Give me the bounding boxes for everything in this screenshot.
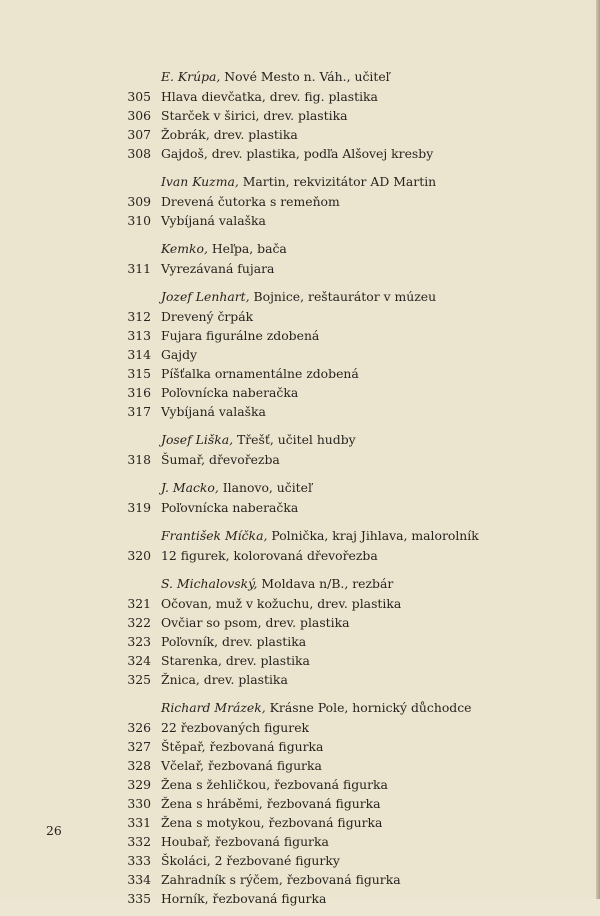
author-details: Třešť, učitel hudby: [236, 432, 356, 447]
entry-number: 331: [127, 815, 151, 830]
entry-number: 330: [127, 796, 151, 811]
entry-number: 335: [127, 891, 151, 906]
catalog-entry: [120, 498, 580, 517]
catalog-section: [120, 66, 580, 163]
entry-title: Starenka, drev. plastika: [161, 653, 310, 668]
entry-title: Vybíjaná valaška: [161, 213, 266, 228]
entry-title: 22 řezbovaných figurek: [161, 720, 310, 735]
entry-title: Píšťalka ornamentálne zdobená: [161, 366, 359, 381]
entry-number: 325: [127, 672, 151, 687]
entry-title: Ovčiar so psom, drev. plastika: [161, 615, 350, 630]
catalog-entry: [120, 670, 580, 689]
catalog-entry: [120, 326, 580, 345]
entry-number: 308: [127, 146, 151, 161]
entry-number: 307: [127, 127, 151, 142]
author-details: Bojnice, reštaurátor v múzeu: [253, 289, 437, 304]
entry-number: 319: [127, 500, 151, 515]
author-details: Heľpa, bača: [211, 241, 287, 256]
catalog-entry: [120, 402, 580, 421]
entry-title: Šumař, dřevořezba: [161, 452, 280, 467]
catalog-entry: [120, 794, 580, 813]
author-line: [120, 66, 580, 87]
entry-number: 311: [127, 261, 151, 276]
catalog-entry: [120, 259, 580, 278]
catalog-section: [120, 697, 580, 908]
catalog-entry: [120, 651, 580, 670]
catalog-entry: [120, 125, 580, 144]
catalog-entry: [120, 718, 580, 737]
author-line: [120, 238, 580, 259]
entry-title: Vyrezávaná fujara: [161, 261, 275, 276]
entry-title: Žobrák, drev. plastika: [161, 127, 298, 142]
author-name: E. Krúpa,: [161, 69, 221, 84]
entry-number: 320: [127, 548, 151, 563]
author-name: Kemko,: [161, 241, 208, 256]
entry-number: 324: [127, 653, 151, 668]
entry-number: 326: [127, 720, 151, 735]
entry-number: 317: [127, 404, 151, 419]
author-name: J. Macko,: [161, 480, 219, 495]
catalog-entry: [120, 546, 580, 565]
page-number: 26: [46, 823, 62, 838]
catalog-entry: [120, 383, 580, 402]
entry-title: Zahradník s rýčem, řezbovaná figurka: [161, 872, 401, 887]
author-details: Ilanovo, učiteľ: [222, 480, 312, 495]
catalog-entry: [120, 632, 580, 651]
author-line: [120, 429, 580, 450]
catalog-entry: [120, 87, 580, 106]
author-details: Polnička, kraj Jihlava, malorolník: [271, 528, 479, 543]
author-name: Josef Liška,: [161, 432, 234, 447]
catalog-section: [120, 238, 580, 278]
author-details: Krásne Pole, hornický důchodce: [269, 700, 472, 715]
entry-title: Drevená čutorka s remeňom: [161, 194, 340, 209]
entry-title: Horník, řezbovaná figurka: [161, 891, 327, 906]
catalog-list: [120, 66, 580, 916]
catalog-entry: [120, 144, 580, 163]
entry-title: Včelař, řezbovaná figurka: [161, 758, 322, 773]
catalog-entry: [120, 450, 580, 469]
entry-number: 315: [127, 366, 151, 381]
entry-number: 309: [127, 194, 151, 209]
entry-number: 316: [127, 385, 151, 400]
catalog-entry: [120, 832, 580, 851]
entry-title: Školáci, 2 řezbované figurky: [161, 853, 340, 868]
author-line: [120, 286, 580, 307]
entry-number: 329: [127, 777, 151, 792]
entry-title: Gajdy: [161, 347, 198, 362]
entry-number: 312: [127, 309, 151, 324]
catalog-section: [120, 286, 580, 421]
entry-title: Fujara figurálne zdobená: [161, 328, 320, 343]
entry-title: Starček v širici, drev. plastika: [161, 108, 348, 123]
catalog-entry: [120, 594, 580, 613]
entry-title: Vybíjaná valaška: [161, 404, 266, 419]
author-line: [120, 525, 580, 546]
catalog-entry: [120, 364, 580, 383]
entry-number: 306: [127, 108, 151, 123]
author-details: Martin, rekvizitátor AD Martin: [242, 174, 437, 189]
page-edge: [596, 0, 600, 899]
entry-number: 328: [127, 758, 151, 773]
entry-title: Žena s motykou, řezbovaná figurka: [161, 815, 383, 830]
entry-number: 314: [127, 347, 151, 362]
entry-number: 310: [127, 213, 151, 228]
entry-number: 327: [127, 739, 151, 754]
catalog-section: [120, 171, 580, 230]
entry-number: 305: [127, 89, 151, 104]
author-line: [120, 573, 580, 594]
catalog-entry: [120, 211, 580, 230]
author-name: S. Michalovský,: [161, 576, 258, 591]
catalog-entry: [120, 737, 580, 756]
catalog-section: [120, 573, 580, 689]
catalog-entry: [120, 345, 580, 364]
catalog-entry: [120, 775, 580, 794]
author-name: Jozef Lenhart,: [161, 289, 250, 304]
catalog-entry: [120, 106, 580, 125]
catalog-entry: [120, 851, 580, 870]
entry-number: 322: [127, 615, 151, 630]
catalog-entry: [120, 870, 580, 889]
entry-number: 318: [127, 452, 151, 467]
author-name: František Míčka,: [161, 528, 268, 543]
author-line: [120, 697, 580, 718]
catalog-section: [120, 477, 580, 517]
catalog-section: [120, 429, 580, 469]
entry-title: Drevený črpák: [161, 309, 254, 324]
entry-title: Gajdoš, drev. plastika, podľa Alšovej kresby: [161, 146, 434, 161]
entry-number: 332: [127, 834, 151, 849]
catalog-entry: [120, 307, 580, 326]
entry-title: Poľovník, drev. plastika: [161, 634, 307, 649]
entry-number: 334: [127, 872, 151, 887]
catalog-entry: [120, 192, 580, 211]
author-line: [120, 477, 580, 498]
entry-title: Očovan, muž v kožuchu, drev. plastika: [161, 596, 402, 611]
entry-title: Žnica, drev. plastika: [161, 672, 288, 687]
author-name: Richard Mrázek,: [161, 700, 266, 715]
author-details: Moldava n/B., rezbár: [261, 576, 394, 591]
entry-title: Štěpař, řezbovaná figurka: [161, 739, 324, 754]
catalog-section: [120, 525, 580, 565]
entry-title: 12 figurek, kolorovaná dřevořezba: [161, 548, 378, 563]
entry-title: Poľovnícka naberačka: [161, 385, 299, 400]
catalog-entry: [120, 756, 580, 775]
entry-number: 333: [127, 853, 151, 868]
entry-number: 323: [127, 634, 151, 649]
catalog-entry: [120, 813, 580, 832]
entry-title: Houbař, řezbovaná figurka: [161, 834, 329, 849]
author-line: [120, 171, 580, 192]
catalog-entry: [120, 613, 580, 632]
entry-title: Žena s žehličkou, řezbovaná figurka: [161, 777, 388, 792]
entry-title: Poľovnícka naberačka: [161, 500, 299, 515]
entry-number: 313: [127, 328, 151, 343]
author-name: Ivan Kuzma,: [161, 174, 239, 189]
entry-number: 321: [127, 596, 151, 611]
author-details: Nové Mesto n. Váh., učiteľ: [224, 69, 390, 84]
entry-title: Hlava dievčatka, drev. fig. plastika: [161, 89, 378, 104]
entry-title: Žena s hráběmi, řezbovaná figurka: [161, 796, 381, 811]
